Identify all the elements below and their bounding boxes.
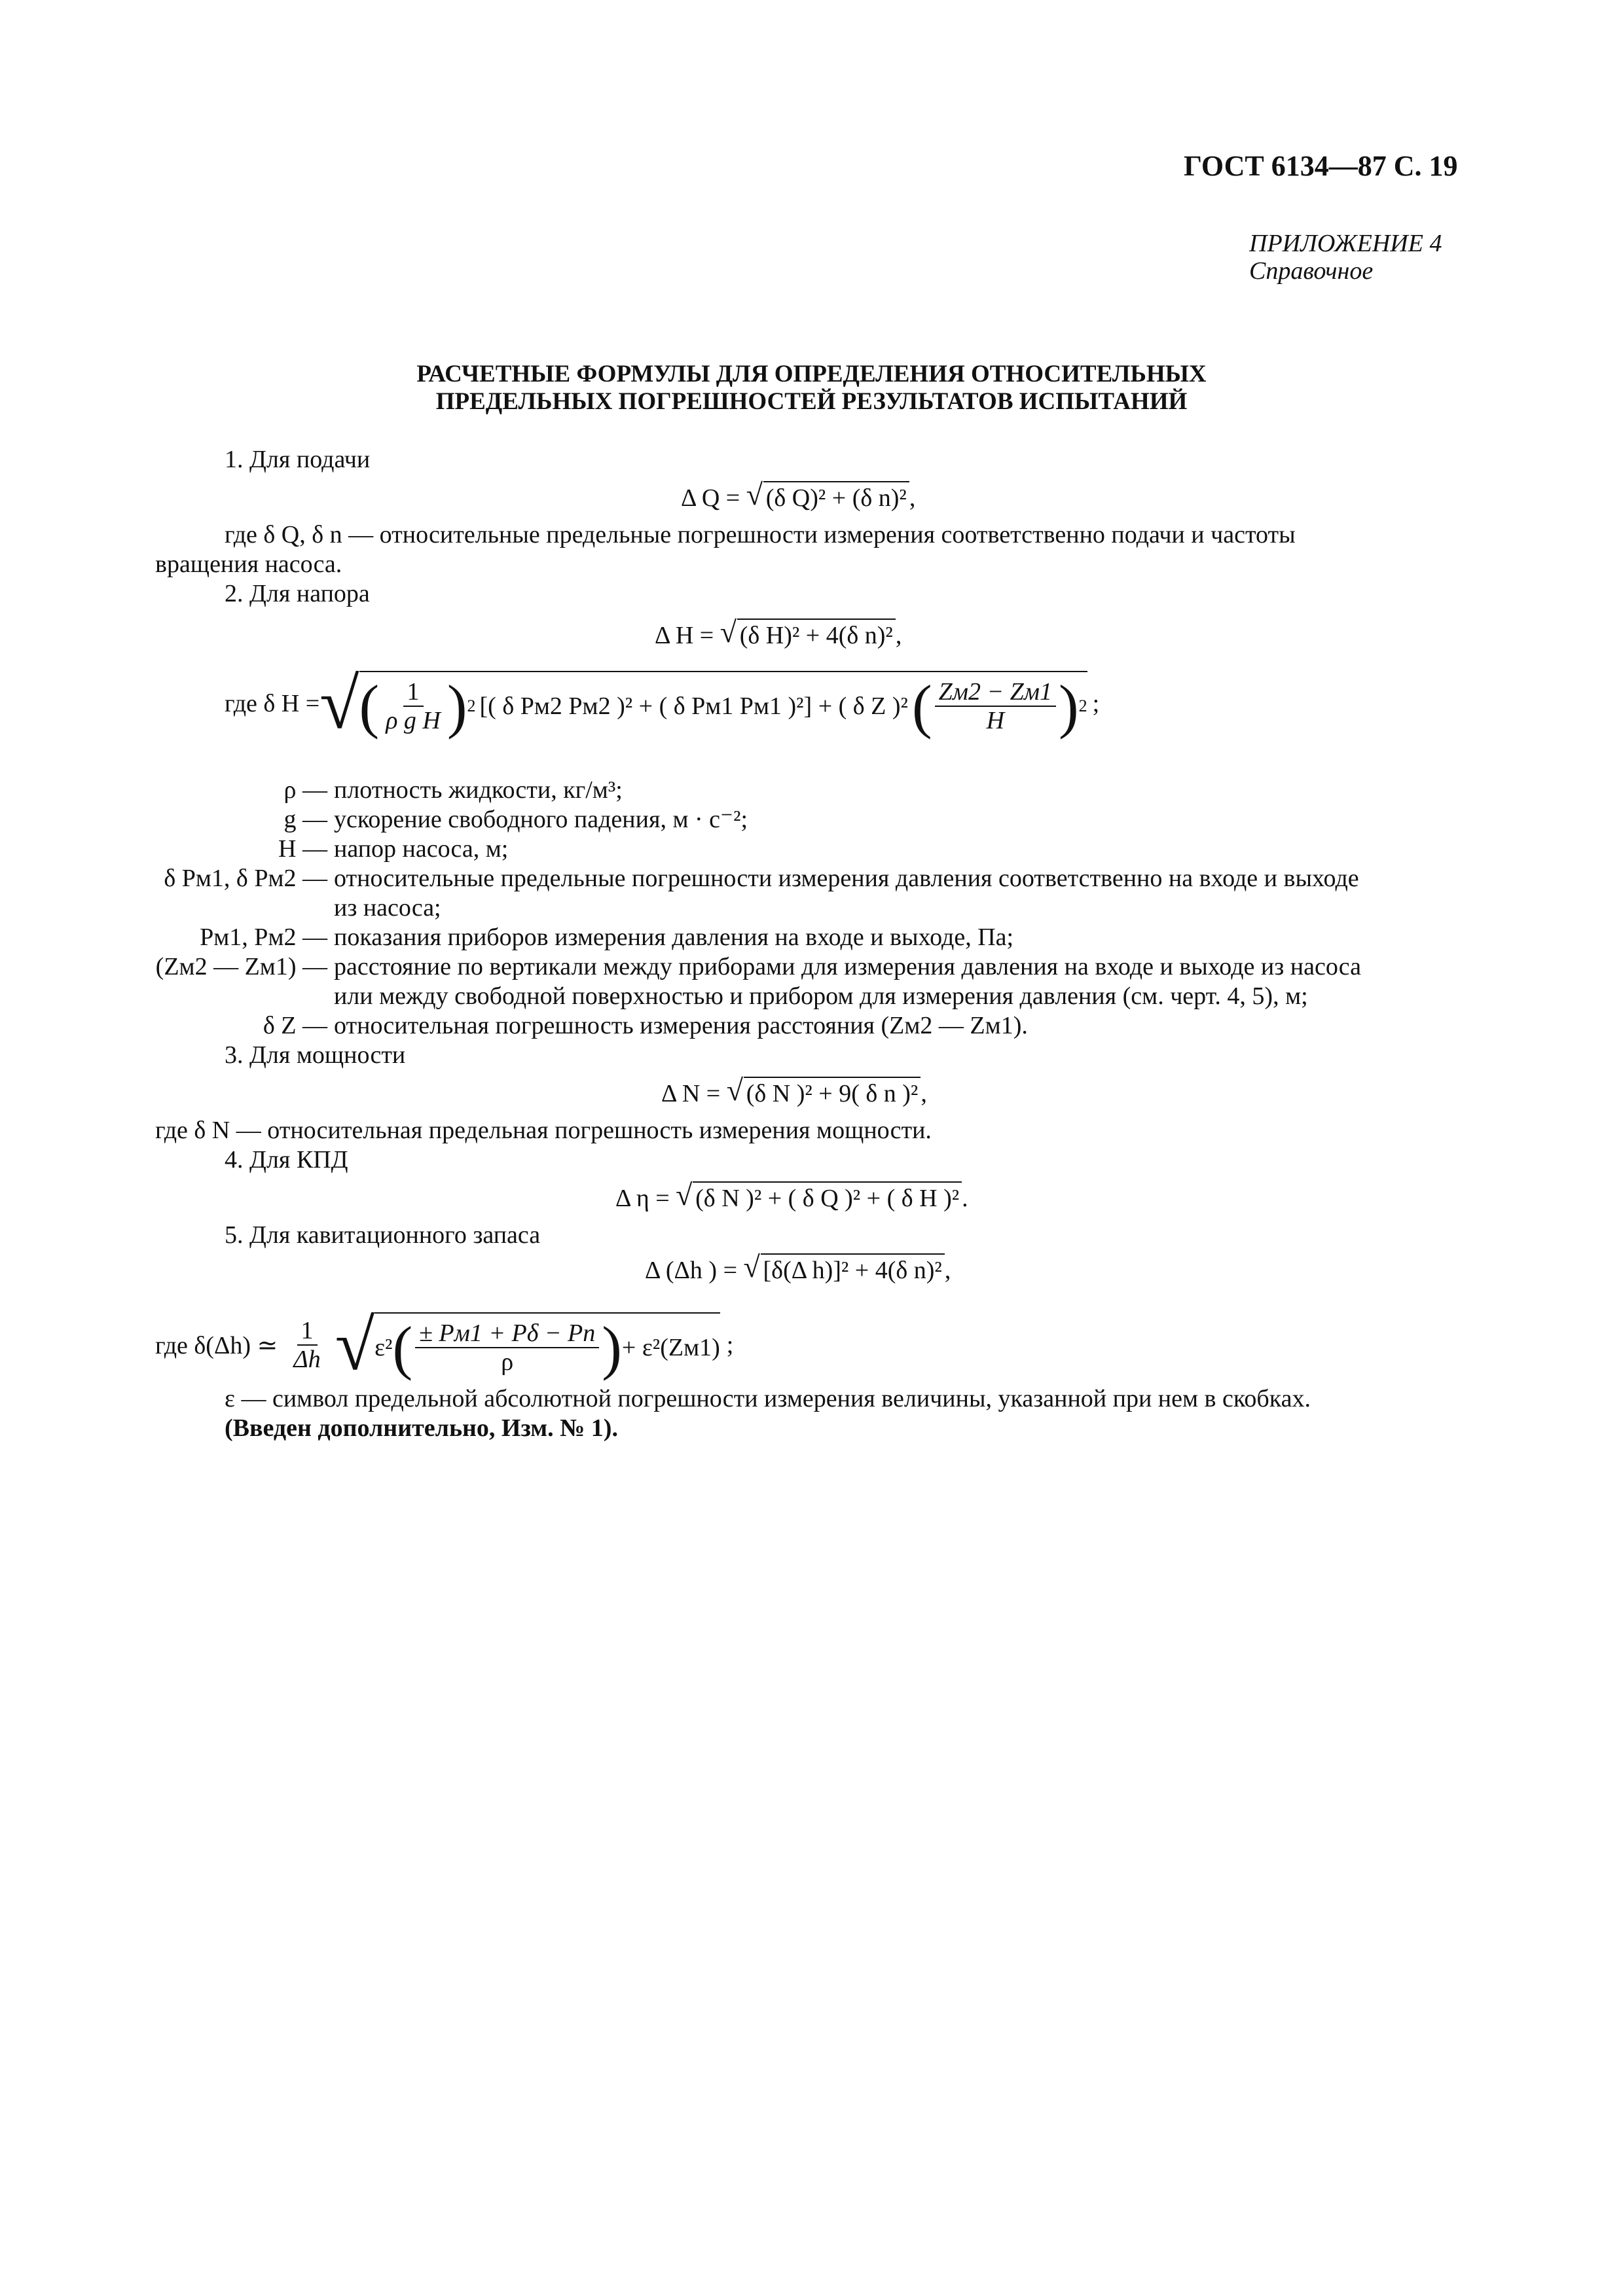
where-lhs: где δ H = bbox=[225, 690, 320, 717]
formula-tail: , bbox=[895, 622, 902, 649]
def-term: δ Z — bbox=[263, 1012, 327, 1039]
formula-delta-eta bbox=[615, 1181, 968, 1213]
def-term: g — bbox=[283, 806, 327, 833]
def-text: относительные предельные погрешности измерения давления соответственно на входе и выходе bbox=[334, 865, 1359, 892]
section-3-heading: 3. Для мощности bbox=[225, 1041, 406, 1069]
formula-delta-h-definition bbox=[225, 664, 1100, 744]
epsilon-note: ε — символ предельной абсолютной погрешности измерения величины, указанной при нем в скобках. bbox=[225, 1385, 1311, 1412]
section-1-note: где δ Q, δ n — относительные предельные погрешности измерения соответственно подачи и частоты bbox=[225, 521, 1296, 548]
epsilon-post: + ε²(Zм1) bbox=[621, 1334, 720, 1361]
section-4-heading: 4. Для КПД bbox=[225, 1146, 348, 1174]
sqrt-sign-large: √ bbox=[335, 1305, 375, 1385]
fraction-1: $\frac{1}{\text{ρ g H}}$ bbox=[386, 678, 441, 734]
def-term: H — bbox=[278, 835, 327, 863]
formula-delta-dh-definition bbox=[155, 1305, 734, 1385]
fraction-1: $\frac{1}{\Delta h}$ bbox=[293, 1317, 321, 1373]
section-1-note-cont: вращения насоса. bbox=[155, 550, 342, 578]
formula-radicand: (δ N )² + 9( δ n )² bbox=[744, 1077, 921, 1108]
formula-radicand: (δ H)² + 4(δ n)² bbox=[737, 619, 896, 650]
def-term: (Zм2 — Zм1) — bbox=[155, 953, 327, 980]
sqrt-sign bbox=[744, 1253, 945, 1285]
section-3-note: где δ N — относительная предельная погрешность измерения мощности. bbox=[155, 1117, 932, 1144]
amendment-note: (Введен дополнительно, Изм. № 1). bbox=[225, 1414, 618, 1442]
where-lhs: где δ(Δh) ≃ bbox=[155, 1331, 278, 1359]
formula-tail: ; bbox=[1092, 690, 1100, 717]
fraction-2: $\frac{\pm Pм1 + P\delta - Pп}{\rho}$ bbox=[415, 1319, 599, 1376]
sqrt-sign bbox=[746, 481, 909, 512]
formula-lhs: Δ H = bbox=[655, 622, 714, 649]
sqrt-sign bbox=[720, 619, 896, 650]
sqrt-sign bbox=[727, 1077, 921, 1108]
formula-tail: . bbox=[962, 1185, 968, 1212]
page-title-line-2: ПРЕДЕЛЬНЫХ ПОГРЕШНОСТЕЙ РЕЗУЛЬТАТОВ ИСПЫТАНИЙ bbox=[435, 388, 1188, 415]
def-text-cont: или между свободной поверхностью и прибором для измерения давления (см. черт. 4, 5), м; bbox=[334, 982, 1308, 1010]
def-term: Pм1, Pм2 — bbox=[200, 924, 327, 951]
formula-lhs: Δ N = bbox=[661, 1080, 721, 1107]
formula-delta-dh bbox=[645, 1253, 951, 1285]
large-radicand: ε² ( $\frac{\pm Pм1 + P\delta - Pп}{\rho}$ ) + ε²(Zм1) bbox=[374, 1312, 720, 1378]
formula-radicand: (δ N )² + ( δ Q )² + ( δ H )² bbox=[693, 1181, 962, 1213]
formula-lhs: Δ η = bbox=[615, 1185, 670, 1212]
large-radicand: ( $\frac{1}{\text{ρ g H}}$ ) 2 [( δ Pм2 Pм2 )² + ( δ Pм1 Pм1 )²] + ( δ Z )² ( $\frac{Zм2 - Zм1}{H}$ ) 2 bbox=[359, 671, 1087, 736]
middle-terms: [( δ Pм2 Pм2 )² + ( δ Pм1 Pм1 )²] + ( δ Z )² bbox=[479, 692, 908, 720]
def-text: ускорение свободного падения, м · с⁻²; bbox=[334, 806, 748, 833]
def-term: ρ — bbox=[283, 776, 327, 804]
section-1-heading: 1. Для подачи bbox=[225, 446, 371, 473]
epsilon-pre: ε² bbox=[374, 1334, 393, 1361]
formula-lhs: Δ (Δh ) = bbox=[645, 1257, 738, 1284]
formula-delta-q bbox=[681, 481, 915, 512]
formula-tail: , bbox=[909, 484, 916, 512]
section-2-heading: 2. Для напора bbox=[225, 580, 370, 607]
document-reference: ГОСТ 6134—87 С. 19 bbox=[1184, 150, 1458, 182]
sqrt-sign-large: √ bbox=[319, 664, 359, 744]
formula-radicand: [δ(Δ h)]² + 4(δ n)² bbox=[761, 1253, 945, 1285]
formula-tail: , bbox=[944, 1257, 951, 1284]
def-text: плотность жидкости, кг/м³; bbox=[334, 776, 623, 804]
appendix-label: ПРИЛОЖЕНИЕ 4 bbox=[1249, 230, 1442, 257]
def-text: расстояние по вертикали между приборами для измерения давления на входе и выходе из насоса bbox=[334, 953, 1361, 980]
def-text-cont: из насоса; bbox=[334, 894, 441, 922]
formula-lhs: Δ Q = bbox=[681, 484, 740, 512]
def-text: показания приборов измерения давления на входе и выходе, Па; bbox=[334, 924, 1014, 951]
appendix-type: Справочное bbox=[1249, 257, 1374, 285]
formula-radicand: (δ Q)² + (δ n)² bbox=[763, 481, 909, 512]
def-term: δ Pм1, δ Pм2 — bbox=[164, 865, 327, 892]
sqrt-sign bbox=[676, 1181, 962, 1213]
formula-tail: , bbox=[921, 1080, 927, 1107]
def-text: напор насоса, м; bbox=[334, 835, 509, 863]
page-title-line-1: РАСЧЕТНЫЕ ФОРМУЛЫ ДЛЯ ОПРЕДЕЛЕНИЯ ОТНОСИТЕЛЬНЫХ bbox=[416, 361, 1207, 387]
formula-tail: ; bbox=[726, 1331, 734, 1359]
formula-delta-h bbox=[655, 619, 902, 650]
section-5-heading: 5. Для кавитационного запаса bbox=[225, 1221, 541, 1249]
fraction-2: $\frac{Zм2 - Zм1}{H}$ bbox=[935, 678, 1056, 734]
formula-delta-n bbox=[661, 1077, 927, 1108]
def-text: относительная погрешность измерения расстояния (Zм2 — Zм1). bbox=[334, 1012, 1028, 1039]
